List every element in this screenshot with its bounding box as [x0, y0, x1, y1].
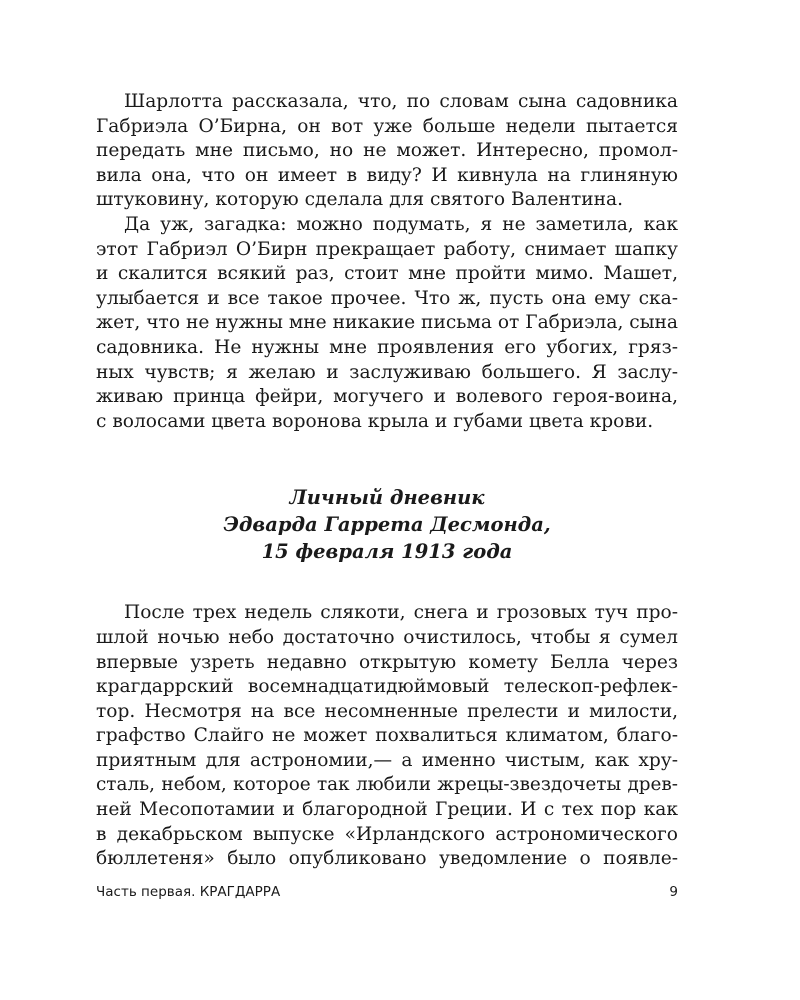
- text-line: крагдаррский восемнадцатидюймовый телескоп-рефлек-: [96, 676, 678, 698]
- heading-line-title: Личный дневник: [289, 486, 485, 510]
- text-line: передать мне письмо, но не может. Интересно, промол-: [96, 140, 678, 162]
- text-line: сталь, небом, которое так любили жрецы-звездочеты древ-: [96, 774, 678, 796]
- text-line: улыбается и все такое прочее. Что ж, пусть она ему ска-: [96, 287, 678, 309]
- text-line: Шарлотта рассказала, что, по словам сына садовника: [124, 91, 678, 112]
- text-line: жет, что не нужны мне никакие письма от Габриэла, сына: [96, 312, 678, 334]
- text-line: живаю принца фейри, могучего и волевого героя-воина,: [96, 386, 678, 408]
- running-head: Часть первая. КРАГДАРРА: [96, 884, 281, 900]
- text-line: садовника. Не нужны мне проявления его убогих, гряз-: [96, 336, 678, 358]
- text-line: ных чувств; я желаю и заслуживаю большего. Я заслу-: [96, 361, 678, 383]
- text-line: впервые узреть недавно открытую комету Белла через: [96, 651, 678, 673]
- text-line: в декабрьском выпуске «Ирландского астрономического: [96, 823, 678, 845]
- page-body: [96, 90, 678, 872]
- text-line: и скалится всякий раз, стоит мне пройти мимо. Машет,: [96, 263, 678, 285]
- heading-line-author: Эдварда Гаррета Десмонда,: [223, 513, 551, 537]
- page-number: 9: [669, 884, 678, 900]
- text-line: Да уж, загадка: можно подумать, я не заметила, как: [124, 213, 678, 235]
- text-line: графство Слайго не может похвалиться климатом, благо-: [96, 725, 678, 747]
- text-line: с волосами цвета воронова крыла и губами цвета крови.: [96, 410, 654, 432]
- text-line: приятным для астрономии,— а именно чистым, как хру-: [96, 749, 678, 771]
- text-line: штуковину, которую сделала для святого Валентина.: [96, 189, 624, 211]
- text-line: бюллетеня» было опубликовано уведомление о появле-: [96, 848, 678, 870]
- text-line: Габриэла О’Бирна, он вот уже больше недели пытается: [96, 115, 678, 137]
- text-line: ней Месопотамии и благородной Греции. И с тех пор как: [96, 799, 678, 821]
- paragraph-comet: [96, 601, 678, 872]
- text-line: шлой ночью небо достаточно очистилось, чтобы я сумел: [96, 626, 678, 648]
- paragraph-riddle: [96, 213, 678, 434]
- text-line: вила она, что он имеет в виду? И кивнула на глиняную: [96, 164, 678, 186]
- heading-line-date: 15 февраля 1913 года: [261, 540, 513, 564]
- text-line: этот Габриэл О’Бирн прекращает работу, снимает шапку: [96, 238, 678, 260]
- text-line: тор. Несмотря на все несомненные прелести и милости,: [96, 700, 678, 722]
- paragraph-charlotta: [96, 90, 678, 213]
- diary-heading: [96, 484, 678, 565]
- text-line: После трех недель слякоти, снега и грозовых туч про-: [124, 602, 678, 624]
